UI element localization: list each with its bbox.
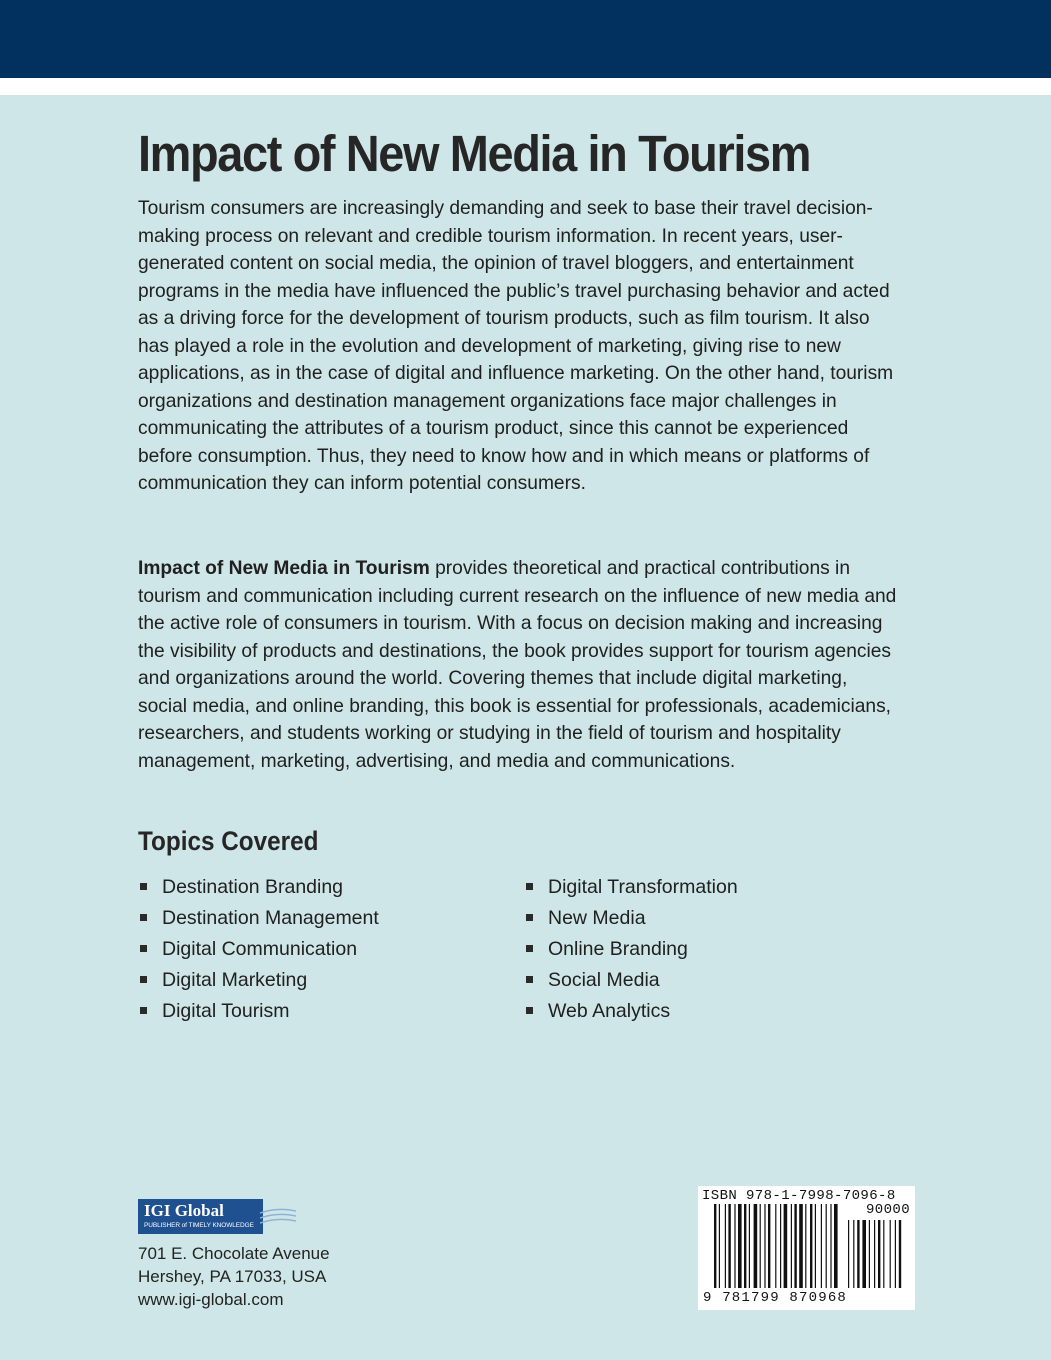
topic-item: [524, 996, 738, 1027]
topic-item: [524, 934, 738, 965]
ean-number: 9 781799 870968: [703, 1290, 848, 1306]
barcode-bar: [714, 1204, 716, 1288]
topics-list-right: [524, 872, 738, 1027]
bullet-icon: [526, 945, 533, 952]
bullet-icon: [526, 1007, 533, 1014]
barcode-bar: [883, 1220, 884, 1288]
barcode-bar: [764, 1204, 765, 1288]
publisher-address: [138, 1242, 330, 1311]
description-paragraph-2: [138, 555, 898, 775]
topic-label: Social Media: [548, 969, 660, 991]
topic-item: [138, 903, 379, 934]
barcode-bar: [810, 1204, 812, 1288]
barcode-bar: [853, 1220, 854, 1288]
barcode-bar: [768, 1204, 770, 1288]
barcode-bar: [775, 1204, 776, 1288]
book-title: Impact of New Media in Tourism: [138, 125, 811, 182]
bullet-icon: [140, 945, 147, 952]
barcode-bar: [857, 1220, 859, 1288]
description-paragraph-2-text: provides theoretical and practical contributions in tourism and communication including current research on the influence of new media and the active role of consumers in tourism. With a focus on decision making and increasing the visibility of products and destinations, the book provides support for tourism agencies and organizations around the world. Covering themes that include digital marketing, social media, and online branding, this book is essential for professionals, academicians, researchers, and students working or studying in the field of tourism and hospitality management, marketing, advertising, and media and communications.: [138, 558, 897, 772]
barcode-bar: [878, 1220, 880, 1288]
logo-swoosh-icon: [260, 1207, 296, 1229]
barcode-bar: [744, 1204, 746, 1288]
topic-label: Digital Tourism: [162, 1000, 290, 1022]
barcode-bar: [784, 1204, 788, 1288]
bullet-icon: [140, 976, 147, 983]
topic-item: [524, 872, 738, 903]
isbn-number: ISBN 978-1-7998-7096-8: [702, 1188, 896, 1204]
price-code: 90000: [866, 1202, 911, 1218]
barcode-bar: [799, 1204, 803, 1288]
publisher-logo-tagline: PUBLISHER of TIMELY KNOWLEDGE: [144, 1222, 254, 1229]
description-book-title-bold: Impact of New Media in Tourism: [138, 558, 430, 579]
barcode-bar: [805, 1204, 806, 1288]
topic-label: Destination Management: [162, 907, 379, 929]
bullet-icon: [140, 914, 147, 921]
barcode-bar: [794, 1204, 796, 1288]
barcode-bar: [869, 1220, 870, 1288]
publisher-logo: [138, 1199, 298, 1235]
barcode-bar: [725, 1204, 726, 1288]
barcode-bar: [738, 1204, 742, 1288]
topic-item: [138, 996, 379, 1027]
barcode-bar: [895, 1220, 896, 1288]
bullet-icon: [140, 883, 147, 890]
isbn-barcode: [698, 1186, 915, 1310]
topic-item: [138, 965, 379, 996]
topics-heading: Topics Covered: [138, 826, 319, 856]
barcode-bar: [890, 1220, 891, 1288]
topic-label: Digital Marketing: [162, 969, 308, 991]
barcode-bar: [760, 1204, 761, 1288]
barcode-bar: [821, 1204, 822, 1288]
publisher-website: www.igi-global.com: [138, 1290, 284, 1309]
barcode-bar: [719, 1204, 720, 1288]
barcode-bar: [728, 1204, 730, 1288]
barcode-bar: [754, 1204, 758, 1288]
top-color-band: [0, 0, 1051, 78]
barcode-bar: [834, 1204, 838, 1288]
barcode-bar: [734, 1204, 735, 1288]
topic-label: Web Analytics: [548, 1000, 671, 1022]
bullet-icon: [526, 976, 533, 983]
topic-item: [138, 934, 379, 965]
barcode-bar: [830, 1204, 831, 1288]
barcode-bar: [874, 1220, 875, 1288]
topic-item: [524, 965, 738, 996]
address-street: 701 E. Chocolate Avenue: [138, 1244, 330, 1263]
topic-label: Online Branding: [548, 938, 688, 960]
barcode-bar: [791, 1204, 792, 1288]
bullet-icon: [526, 914, 533, 921]
barcode-bar: [899, 1220, 901, 1288]
barcode-bar: [848, 1220, 849, 1288]
barcode-bar: [826, 1204, 827, 1288]
barcode-bar: [780, 1204, 781, 1288]
barcode-bar: [749, 1204, 750, 1288]
bullet-icon: [140, 1007, 147, 1014]
barcode-bar: [862, 1220, 866, 1288]
publisher-logo-box: [138, 1199, 263, 1234]
barcode-bar: [815, 1204, 816, 1288]
white-divider-strip: [0, 78, 1051, 95]
topic-label: Digital Communication: [162, 938, 358, 960]
description-paragraph-1: Tourism consumers are increasingly demanding and seek to base their travel decision-making process on relevant and credible tourism information. In recent years, user-generated content on social media, the opinion of travel bloggers, and entertainment programs in the media have influenced the public’s travel purchasing behavior and acted as a driving force for the development of tourism products, such as film tourism. It also has played a role in the evolution and development of marketing, giving rise to new applications, as in the case of digital and influence marketing. On the other hand, tourism organizations and destination management organizations face major challenges in communicating the attributes of a tourism product, since this cannot be experienced before consumption. Thus, they need to know how and in which means or platforms of communication they can inform potential consumers.: [138, 198, 894, 494]
topic-label: Digital Transformation: [548, 876, 738, 898]
topic-item: [138, 872, 379, 903]
publisher-logo-name: IGI Global: [144, 1201, 224, 1220]
bullet-icon: [526, 883, 533, 890]
address-city: Hershey, PA 17033, USA: [138, 1267, 327, 1286]
topics-list-left: [138, 872, 379, 1027]
topic-label: Destination Branding: [162, 876, 344, 898]
topic-label: New Media: [548, 907, 646, 929]
topic-item: [524, 903, 738, 934]
